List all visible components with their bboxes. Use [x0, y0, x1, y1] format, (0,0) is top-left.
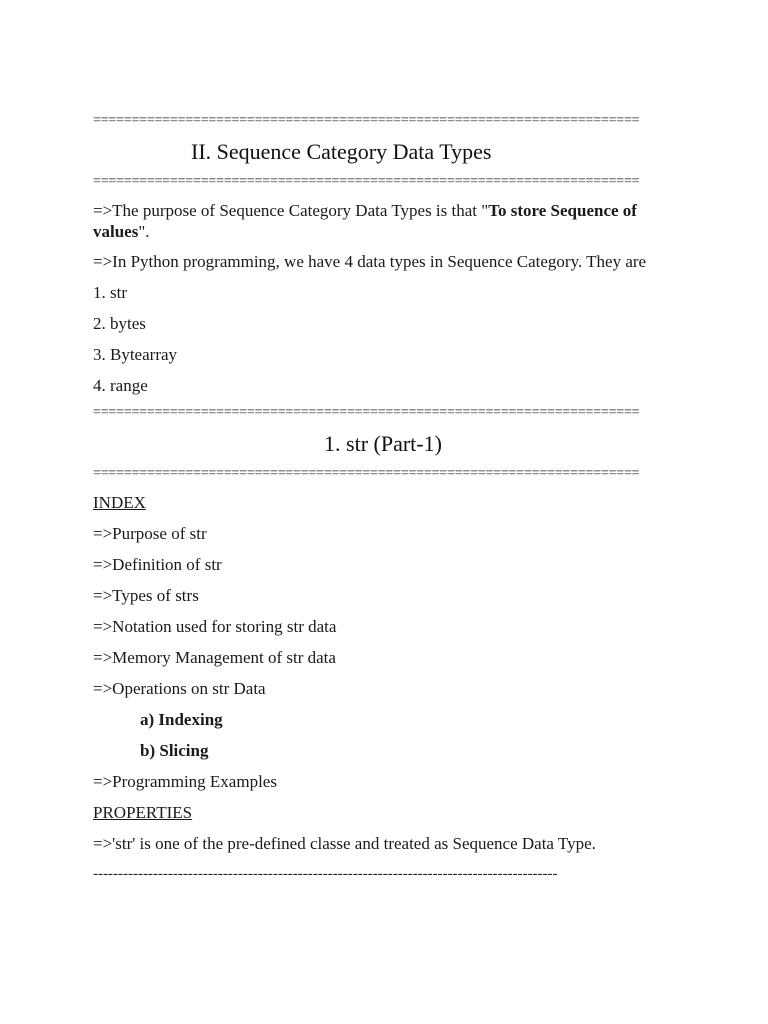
- separator-line: =======================================================================: [93, 405, 640, 420]
- purpose-paragraph: [93, 200, 673, 242]
- intro-paragraph: =>In Python programming, we have 4 data types in Sequence Category. They are: [93, 252, 647, 271]
- sub-item-indexing: a) Indexing: [140, 710, 223, 729]
- separator-line: =======================================================================: [93, 174, 640, 189]
- dashed-separator: ---------------------------------------------------------------------------------------------: [93, 866, 558, 882]
- index-item-examples: =>Programming Examples: [93, 772, 277, 791]
- purpose-suffix: ".: [138, 222, 150, 241]
- index-item-purpose: =>Purpose of str: [93, 524, 207, 543]
- list-item-bytes: 2. bytes: [93, 314, 146, 333]
- purpose-bold-text: To store Sequence of values: [93, 201, 637, 241]
- index-item-operations: =>Operations on str Data: [93, 679, 266, 698]
- list-item-range: 4. range: [93, 376, 148, 395]
- properties-heading: PROPERTIES: [93, 803, 193, 822]
- index-item-definition: =>Definition of str: [93, 555, 222, 574]
- property-item: =>'str' is one of the pre-defined classe and treated as Sequence Data Type.: [93, 834, 596, 853]
- section-title-str-part1: 1. str (Part-1): [324, 431, 442, 456]
- index-heading: INDEX: [93, 493, 146, 512]
- separator-line: =======================================================================: [93, 466, 640, 481]
- index-item-memory: =>Memory Management of str data: [93, 648, 336, 667]
- section-title-sequence-types: II. Sequence Category Data Types: [191, 139, 492, 164]
- purpose-prefix: =>The purpose of Sequence Category Data Types is that ": [93, 201, 489, 220]
- index-item-types: =>Types of strs: [93, 586, 199, 605]
- document-page: [93, 112, 673, 884]
- index-item-notation: =>Notation used for storing str data: [93, 617, 337, 636]
- list-item-str: 1. str: [93, 283, 127, 302]
- sub-item-slicing: b) Slicing: [140, 741, 209, 760]
- separator-line: =======================================================================: [93, 113, 640, 128]
- list-item-bytearray: 3. Bytearray: [93, 345, 178, 364]
